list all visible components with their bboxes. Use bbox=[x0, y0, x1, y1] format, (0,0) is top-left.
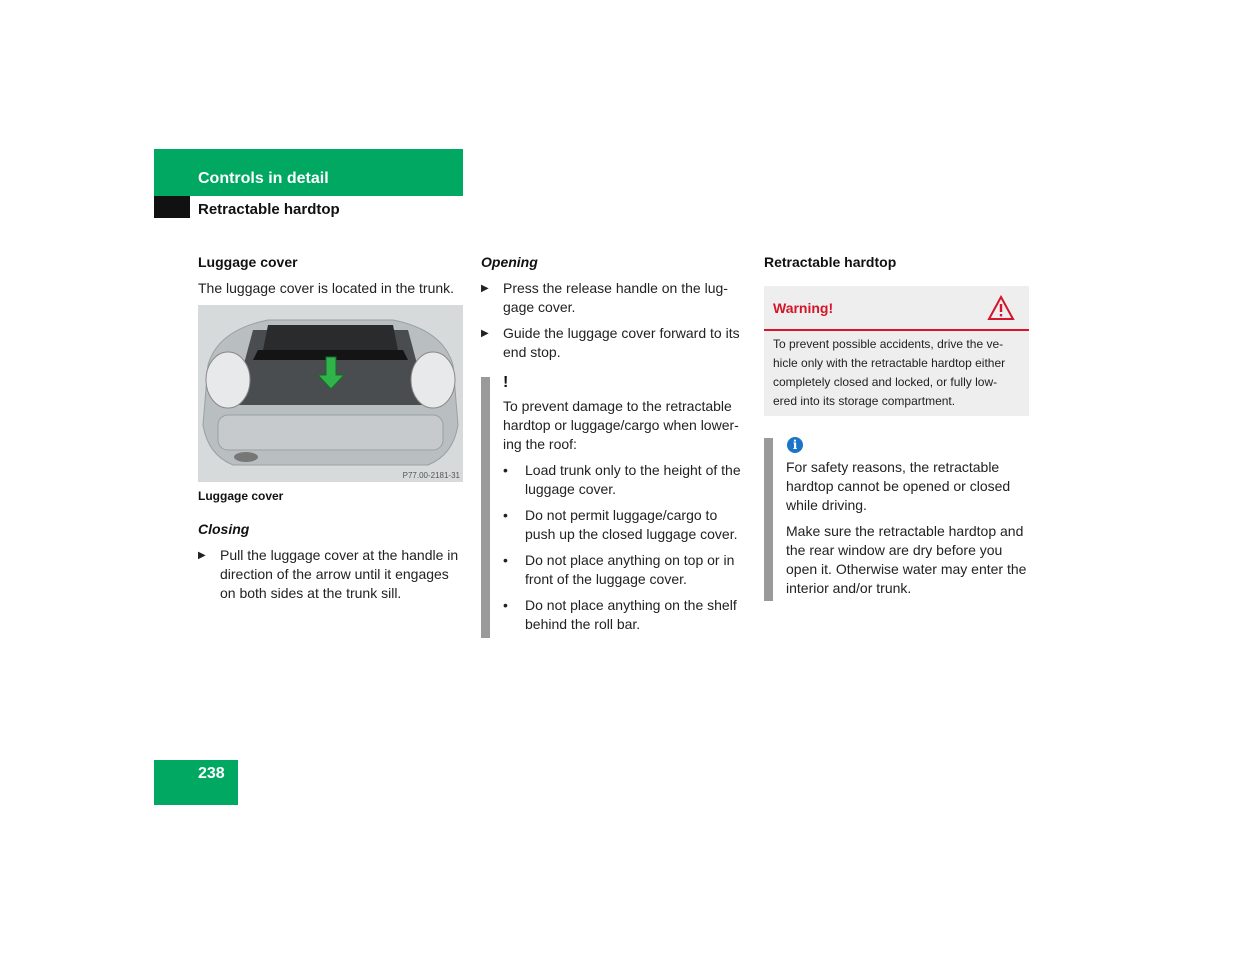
luggage-cover-heading: Luggage cover bbox=[198, 254, 298, 270]
step-arrow-icon: ▶ bbox=[481, 283, 489, 294]
opening-step-1 bbox=[481, 279, 749, 317]
notice-line: hardtop or luggage/cargo when lower- bbox=[503, 417, 739, 433]
bullet-dot-icon: • bbox=[503, 462, 508, 478]
bullet-dot-icon: • bbox=[503, 597, 508, 613]
info-bar bbox=[764, 438, 773, 601]
warning-text: To prevent possible accidents, drive the ve- hicle only with the retractable hardtop either completely closed and locked, or fully low- ered into its storage compartment. bbox=[773, 337, 1006, 408]
notice-item: • Load trunk only to the height of the luggage cover. bbox=[503, 462, 741, 497]
closing-step-line: on both sides at the trunk sill. bbox=[220, 585, 402, 601]
info-icon: i bbox=[787, 437, 803, 453]
section-title: Controls in detail bbox=[198, 170, 329, 187]
opening-step-line: gage cover. bbox=[503, 299, 576, 315]
luggage-cover-figure bbox=[198, 305, 463, 482]
notice-line: To prevent damage to the retractable bbox=[503, 398, 732, 414]
page-number: 238 bbox=[198, 765, 225, 782]
opening-step-line: end stop. bbox=[503, 344, 561, 360]
luggage-cover-intro: The luggage cover is located in the trunk. bbox=[198, 280, 455, 296]
notice-line: ing the roof: bbox=[503, 436, 577, 452]
header-marker bbox=[154, 196, 190, 218]
info-paragraph-2: Make sure the retractable hardtop and the rear window are dry before you open it. Otherwise water may enter the interior and/or trunk. bbox=[786, 523, 1027, 596]
opening-step-line: Press the release handle on the lug- bbox=[503, 280, 728, 296]
notice-item: • Do not place anything on the shelf behind the roll bar. bbox=[503, 597, 737, 632]
warning-triangle-icon bbox=[987, 295, 1015, 321]
notice-list bbox=[503, 461, 749, 634]
step-arrow-icon: ▶ bbox=[481, 328, 489, 339]
closing-step-line: direction of the arrow until it engages bbox=[220, 566, 449, 582]
warning-box bbox=[764, 286, 1029, 416]
notice-icon: ! bbox=[503, 374, 509, 391]
opening-heading: Opening bbox=[481, 254, 538, 270]
notice-text bbox=[503, 397, 749, 454]
notice-item: • Do not permit luggage/cargo to push up the closed luggage cover. bbox=[503, 507, 738, 542]
figure-code: P77.00-2181-31 bbox=[402, 471, 460, 480]
closing-heading: Closing bbox=[198, 521, 250, 537]
opening-step-line: Guide the luggage cover forward to its bbox=[503, 325, 740, 341]
bullet-dot-icon: • bbox=[503, 552, 508, 568]
warning-header bbox=[764, 286, 1029, 331]
info-paragraph-1: For safety reasons, the retractable hardtop cannot be opened or closed while driving. bbox=[786, 459, 1011, 513]
subsection-title: Retractable hardtop bbox=[198, 201, 340, 218]
closing-step-line: Pull the luggage cover at the handle in bbox=[220, 547, 459, 563]
notice-item: • Do not place anything on top or in front of the luggage cover. bbox=[503, 552, 735, 587]
trunk-illustration bbox=[198, 305, 463, 482]
warning-label: Warning! bbox=[773, 300, 834, 316]
figure-caption: Luggage cover bbox=[198, 489, 284, 503]
notice-bar bbox=[481, 377, 490, 638]
closing-step bbox=[198, 546, 463, 603]
page-number-box bbox=[154, 760, 238, 805]
step-arrow-icon: ▶ bbox=[198, 550, 206, 561]
retractable-hardtop-heading: Retractable hardtop bbox=[764, 254, 897, 270]
bullet-dot-icon: • bbox=[503, 507, 508, 523]
opening-step-2 bbox=[481, 324, 749, 362]
